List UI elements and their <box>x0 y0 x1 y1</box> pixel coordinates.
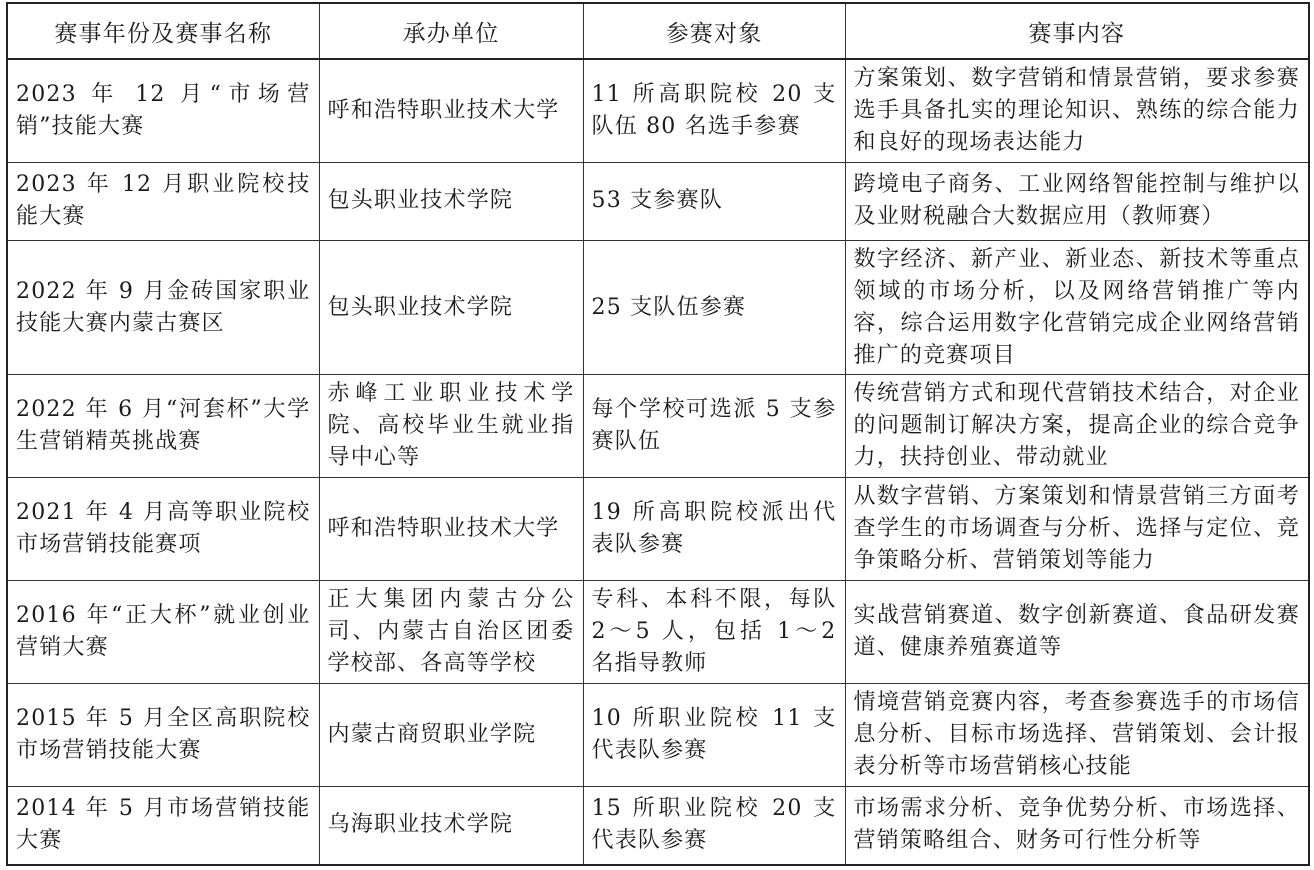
cell-participants: 25 支队伍参赛 <box>583 240 845 374</box>
cell-content: 从数字营销、方案策划和情景营销三方面考查学生的市场调查与分析、选择与定位、竞争策略分析、营销策划等能力 <box>845 478 1309 581</box>
cell-name: 2023 年 12 月职业院校技能大赛 <box>7 162 319 240</box>
cell-name: 2021 年 4 月高等职业院校市场营销技能赛项 <box>7 478 319 581</box>
cell-content: 数字经济、新产业、新业态、新技术等重点领域的市场分析，以及网络营销推广等内容，综合运用数字化营销完成企业网络营销推广的竞赛项目 <box>845 240 1309 374</box>
cell-content: 方案策划、数字营销和情景营销，要求参赛选手具备扎实的理论知识、熟练的综合能力和良好的现场表达能力 <box>845 59 1309 162</box>
cell-name: 2022 年 6 月“河套杯”大学生营销精英挑战赛 <box>7 375 319 478</box>
table-row <box>7 162 1309 240</box>
table-row <box>7 683 1309 786</box>
cell-content: 传统营销方式和现代营销技术结合，对企业的问题制订解决方案，提高企业的综合竞争力，扶持创业、带动就业 <box>845 375 1309 478</box>
cell-participants: 53 支参赛队 <box>583 162 845 240</box>
competition-table <box>6 2 1310 866</box>
cell-host: 呼和浩特职业技术大学 <box>319 59 583 162</box>
cell-host: 正大集团内蒙古分公司、内蒙古自治区团委学校部、各高等学校 <box>319 581 583 684</box>
cell-participants: 专科、本科不限，每队 2～5 人，包括 1～2 名指导教师 <box>583 581 845 684</box>
table-header-row <box>7 3 1309 59</box>
table-row <box>7 786 1309 865</box>
cell-name: 2022 年 9 月金砖国家职业技能大赛内蒙古赛区 <box>7 240 319 374</box>
cell-host: 包头职业技术学院 <box>319 240 583 374</box>
header-content: 赛事内容 <box>845 3 1309 59</box>
cell-participants: 每个学校可选派 5 支参赛队伍 <box>583 375 845 478</box>
table-row <box>7 478 1309 581</box>
cell-host: 内蒙古商贸职业学院 <box>319 683 583 786</box>
cell-host: 乌海职业技术学院 <box>319 786 583 865</box>
cell-participants: 15 所职业院校 20 支代表队参赛 <box>583 786 845 865</box>
table-row <box>7 581 1309 684</box>
cell-content: 情境营销竞赛内容，考查参赛选手的市场信息分析、目标市场选择、营销策划、会计报表分析等市场营销核心技能 <box>845 683 1309 786</box>
cell-name: 2015 年 5 月全区高职院校市场营销技能大赛 <box>7 683 319 786</box>
table-row <box>7 59 1309 162</box>
cell-name: 2023 年 12 月“市场营销”技能大赛 <box>7 59 319 162</box>
cell-participants: 11 所高职院校 20 支队伍 80 名选手参赛 <box>583 59 845 162</box>
cell-host: 呼和浩特职业技术大学 <box>319 478 583 581</box>
header-host: 承办单位 <box>319 3 583 59</box>
cell-host: 赤峰工业职业技术学院、高校毕业生就业指导中心等 <box>319 375 583 478</box>
cell-name: 2014 年 5 月市场营销技能大赛 <box>7 786 319 865</box>
table-row <box>7 375 1309 478</box>
cell-content: 市场需求分析、竞争优势分析、市场选择、营销策略组合、财务可行性分析等 <box>845 786 1309 865</box>
header-name: 赛事年份及赛事名称 <box>7 3 319 59</box>
header-participants: 参赛对象 <box>583 3 845 59</box>
cell-content: 实战营销赛道、数字创新赛道、食品研发赛道、健康养殖赛道等 <box>845 581 1309 684</box>
cell-host: 包头职业技术学院 <box>319 162 583 240</box>
cell-participants: 10 所职业院校 11 支代表队参赛 <box>583 683 845 786</box>
cell-content: 跨境电子商务、工业网络智能控制与维护以及业财税融合大数据应用（教师赛） <box>845 162 1309 240</box>
table-row <box>7 240 1309 374</box>
cell-participants: 19 所高职院校派出代表队参赛 <box>583 478 845 581</box>
cell-name: 2016 年“正大杯”就业创业营销大赛 <box>7 581 319 684</box>
